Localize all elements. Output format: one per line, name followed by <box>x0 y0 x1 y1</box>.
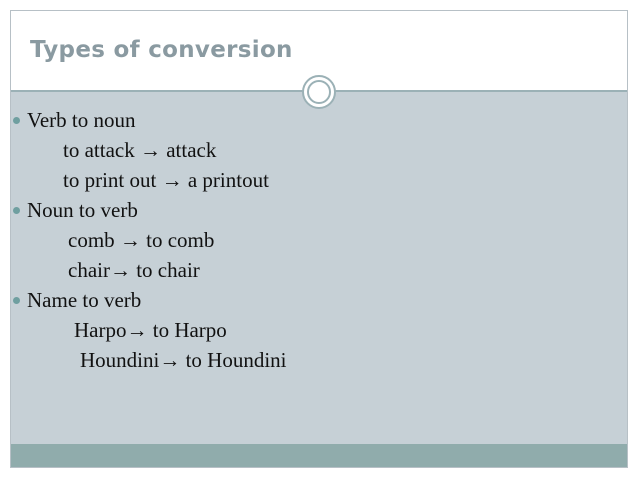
example-line: to attack → attack <box>63 138 217 162</box>
bullet-verb-to-noun <box>13 105 287 135</box>
slide-title: Types of conversion <box>30 37 293 63</box>
bullet-label: Noun to verb <box>27 198 138 222</box>
bullet-label: Name to verb <box>27 288 142 312</box>
example-line: to print out → a printout <box>63 168 269 192</box>
bullet-icon <box>13 117 20 124</box>
example-line: chair→ to chair <box>68 258 200 282</box>
bullet-noun-to-verb <box>13 195 287 225</box>
bullet-icon <box>13 207 20 214</box>
bullet-name-to-verb <box>13 285 287 315</box>
example-line: Harpo→ to Harpo <box>74 318 227 342</box>
example-line: Houndini→ to Houndini <box>80 348 287 372</box>
bullet-icon <box>13 297 20 304</box>
bullet-label: Verb to noun <box>27 108 136 132</box>
circle-ornament-icon <box>301 74 337 110</box>
slide-body <box>13 105 287 375</box>
bottom-bar <box>11 444 627 467</box>
example-line: comb → to comb <box>68 228 215 252</box>
